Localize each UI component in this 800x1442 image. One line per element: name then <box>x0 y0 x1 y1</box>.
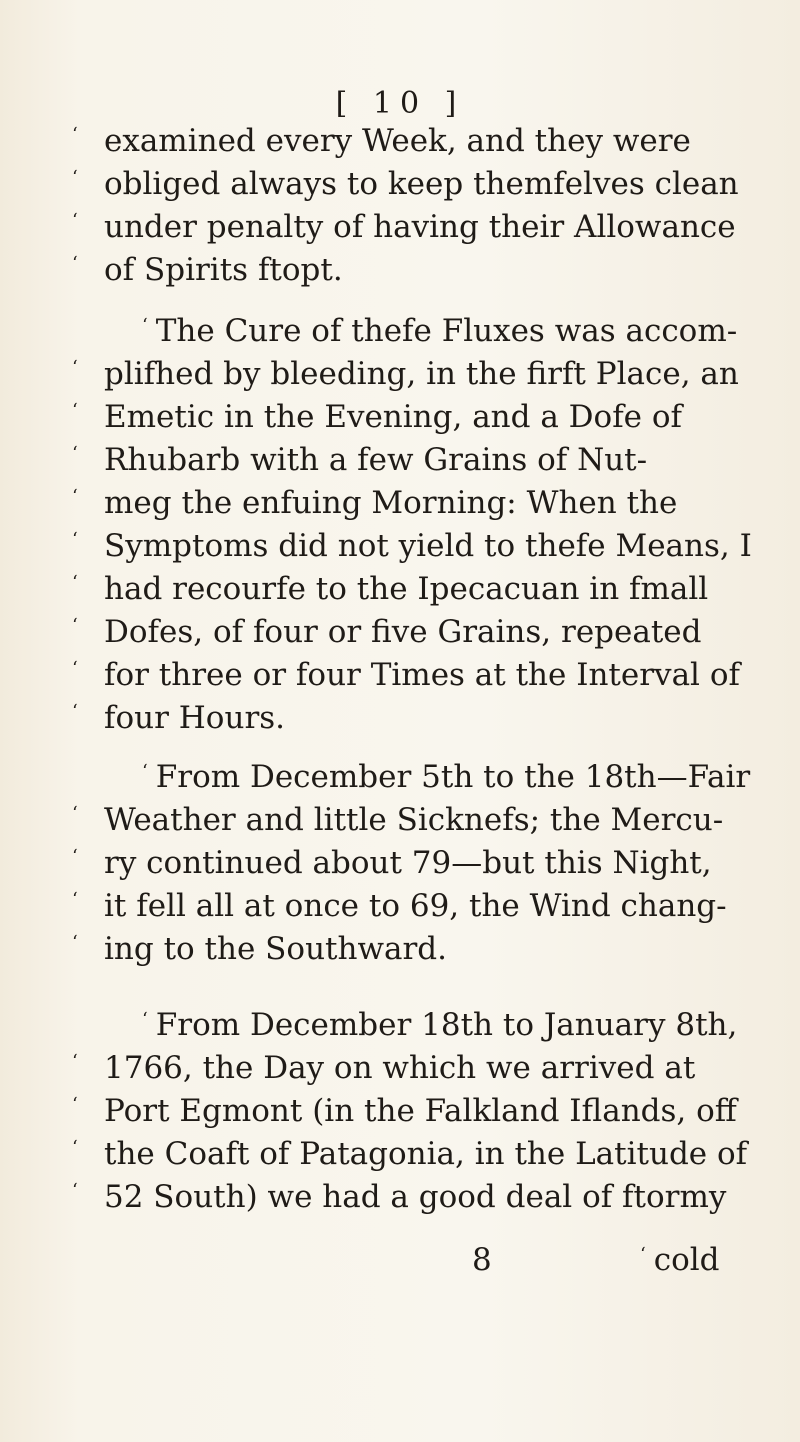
line-text: 52 South) we had a good deal of ftormy <box>104 1179 727 1215</box>
line-text: Rhubarb with a few Grains of Nut- <box>104 442 648 478</box>
line-text: Weather and little Sicknefs; the Mercu- <box>104 802 724 838</box>
line-text: Symptoms did not yield to thefe Means, I <box>104 528 752 564</box>
line-text: four Hours. <box>104 700 286 736</box>
text-line <box>72 525 792 568</box>
line-text: had recourfe to the Ipecacuan in fmall <box>104 571 709 607</box>
text-line <box>72 885 792 928</box>
line-text: ing to the Southward. <box>104 931 447 967</box>
text-line <box>72 1047 792 1090</box>
text-line <box>72 396 792 439</box>
quote-mark: ‘ <box>72 486 78 507</box>
line-text: From December 5th to the 18th—Fair <box>155 759 751 795</box>
quote-mark: ‘ <box>72 124 78 145</box>
quote-mark: ‘ <box>72 529 78 550</box>
quote-mark: ‘ <box>72 658 78 679</box>
line-text: under penalty of having their Allowance <box>104 209 736 245</box>
quote-mark: ‘ <box>72 572 78 593</box>
text-line <box>72 1004 792 1047</box>
quote-mark: ‘ <box>640 1244 646 1265</box>
quote-mark: ‘ <box>142 315 148 336</box>
quote-mark: ‘ <box>72 210 78 231</box>
line-text: the Coaft of Patagonia, in the Latitude of <box>104 1136 748 1172</box>
text-line <box>72 568 792 611</box>
quote-mark: ‘ <box>72 253 78 274</box>
quote-mark: ‘ <box>72 400 78 421</box>
line-text: plifhed by bleeding, in the firft Place, an <box>104 356 739 392</box>
line-text: meg the enfuing Morning: When the <box>104 485 678 521</box>
quote-mark: ‘ <box>72 846 78 867</box>
text-line <box>72 654 792 697</box>
text-line <box>72 697 792 740</box>
line-text: Dofes, of four or five Grains, repeated <box>104 614 702 650</box>
text-line <box>72 799 792 842</box>
line-text: examined every Week, and they were <box>104 123 691 159</box>
quote-mark: ‘ <box>72 167 78 188</box>
line-text: From December 18th to January 8th, <box>155 1007 738 1043</box>
paragraph-4 <box>72 1004 792 1219</box>
quote-mark: ‘ <box>72 701 78 722</box>
quote-mark: ‘ <box>142 1009 148 1030</box>
text-line <box>72 842 792 885</box>
quote-mark: ‘ <box>72 615 78 636</box>
line-text: 1766, the Day on which we arrived at <box>104 1050 696 1086</box>
catchword-text: cold <box>653 1242 720 1278</box>
quote-mark: ‘ <box>72 443 78 464</box>
line-text: it fell all at once to 69, the Wind chang- <box>104 888 727 924</box>
page-footer <box>0 1238 800 1282</box>
catchword <box>640 1238 720 1287</box>
paragraph-2 <box>72 310 792 740</box>
text-line <box>72 1176 792 1219</box>
paragraph-1 <box>72 120 792 292</box>
text-line <box>72 611 792 654</box>
signature-mark: 8 <box>472 1242 492 1278</box>
text-line <box>72 482 792 525</box>
text-line <box>72 206 792 249</box>
text-line <box>72 120 792 163</box>
line-text: ry continued about 79—but this Night, <box>104 845 712 881</box>
line-text: for three or four Times at the Interval of <box>104 657 740 693</box>
quote-mark: ‘ <box>72 932 78 953</box>
quote-mark: ‘ <box>72 1051 78 1072</box>
quote-mark: ‘ <box>72 357 78 378</box>
quote-mark: ‘ <box>72 889 78 910</box>
quote-mark: ‘ <box>72 1094 78 1115</box>
paragraph-3 <box>72 756 792 971</box>
text-line <box>72 1090 792 1133</box>
text-line <box>72 163 792 206</box>
line-text: Emetic in the Evening, and a Dofe of <box>104 399 683 435</box>
page-number: [ 10 ] <box>335 86 465 121</box>
text-line <box>72 353 792 396</box>
quote-mark: ‘ <box>142 761 148 782</box>
quote-mark: ‘ <box>72 1137 78 1158</box>
text-line <box>72 1133 792 1176</box>
quote-mark: ‘ <box>72 1180 78 1201</box>
text-line <box>72 249 792 292</box>
line-text: of Spirits ftopt. <box>104 252 343 288</box>
line-text: Port Egmont (in the Falkland Iflands, off <box>104 1093 737 1129</box>
text-line <box>72 756 792 799</box>
text-line <box>72 310 792 353</box>
line-text: obliged always to keep themfelves clean <box>104 166 739 202</box>
line-text: The Cure of thefe Fluxes was accom- <box>155 313 738 349</box>
text-line <box>72 928 792 971</box>
quote-mark: ‘ <box>72 803 78 824</box>
text-line <box>72 439 792 482</box>
